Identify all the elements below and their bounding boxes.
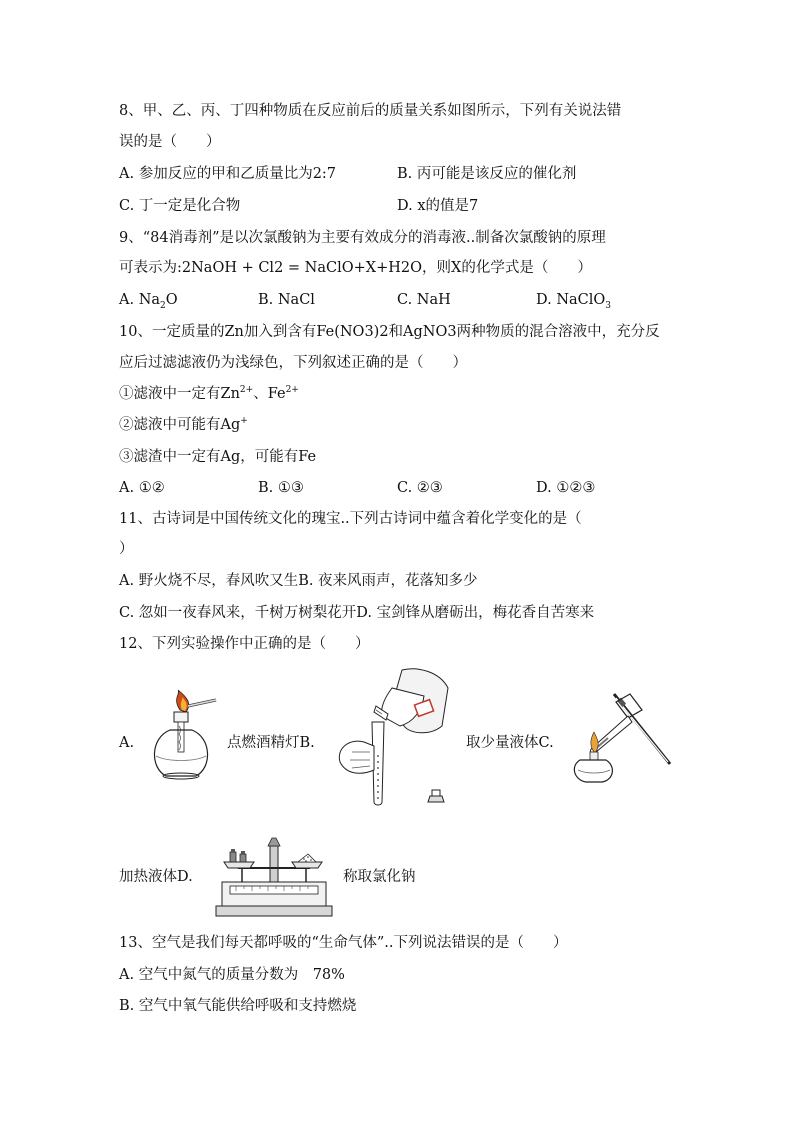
q8-option-d: D. x的值是7 [397,198,479,214]
q9-stem-line1: 9、“84消毒剂”是以次氯酸钠为主要有效成分的消毒液..制备次氯酸钠的原理 [119,230,606,246]
q10-option-b: B. ①③ [258,480,304,496]
q12-caption-d: 称取氯化钠 [343,869,416,885]
q12-stem: 12、下列实验操作中正确的是（ ） [119,636,370,652]
q11-stem-line1: 11、古诗词是中国传统文化的瑰宝..下列古诗词中蕴含着化学变化的是（ [119,511,582,527]
q9-option-d: D. NaClO$_3$ [536,292,612,311]
q11-stem-line2: ） [119,541,134,557]
q10-statement-3: ③滤渣中一定有Ag，可能有Fe [119,449,317,465]
q12-caption-b: 取少量液体C. [466,735,554,751]
q8-stem-line2: 误的是（ ） [119,134,221,150]
q11-options-cd: C. 忽如一夜春风来，千树万树梨花开D. 宝剑锋从磨砺出，梅花香自苦寒来 [119,605,595,621]
q13-stem: 13、空气是我们每天都呼吸的“生命气体”..下列说法错误的是（ ） [119,935,568,951]
q8-option-c: C. 丁一定是化合物 [119,198,241,214]
alcohol-lamp-lighting-figure [148,690,218,785]
q11-options-ab: A. 野火烧不尽，春风吹又生B. 夜来风雨声，花落知多少 [119,573,478,589]
q13-option-a: A. 空气中氮气的质量分数为 78% [119,967,345,983]
pour-liquid-figure [330,666,460,806]
q13-option-b: B. 空气中氧气能供给呼吸和支持燃烧 [119,998,357,1014]
q10-stem-line1: 10、一定质量的Zn加入到含有Fe(NO3)2和AgNO3两种物质的混合溶液中，充分反 [119,324,660,340]
q8-option-b: B. 丙可能是该反应的催化剂 [397,166,577,182]
q10-option-d: D. ①②③ [536,480,596,496]
q8-stem-line1: 8、甲、乙、丙、丁四种物质在反应前后的质量关系如图所示，下列有关说法错 [119,103,622,119]
q10-statement-2: ②滤液中可能有Ag+ [119,416,248,433]
q9-option-a: A. $Na_2O$ [119,292,178,311]
q9-option-c: C. NaH [397,292,451,308]
q10-option-c: C. ②③ [397,480,443,496]
heating-liquid-figure [572,690,672,785]
q12-caption-c: 加热液体D. [119,869,193,885]
q10-option-a: A. ①② [119,480,165,496]
q12-label-a: A. [119,735,135,751]
q10-stem-line2: 应后过滤滤液仍为浅绿色，下列叙述正确的是（ ） [119,355,467,371]
q9-option-b: B. NaCl [258,292,315,308]
q9-stem-line2: 可表示为:2NaOH + Cl2 = NaClO+X+H2O，则X的化学式是（ ） [119,260,592,276]
q12-caption-a: 点燃酒精灯B. [227,735,315,751]
balance-scale-figure [214,838,334,918]
q10-statement-1: ①滤液中一定有$Zn^{2+}$、$Fe^{2+}$ [119,385,299,402]
q8-option-a: A. 参加反应的甲和乙质量比为2:7 [119,166,337,182]
